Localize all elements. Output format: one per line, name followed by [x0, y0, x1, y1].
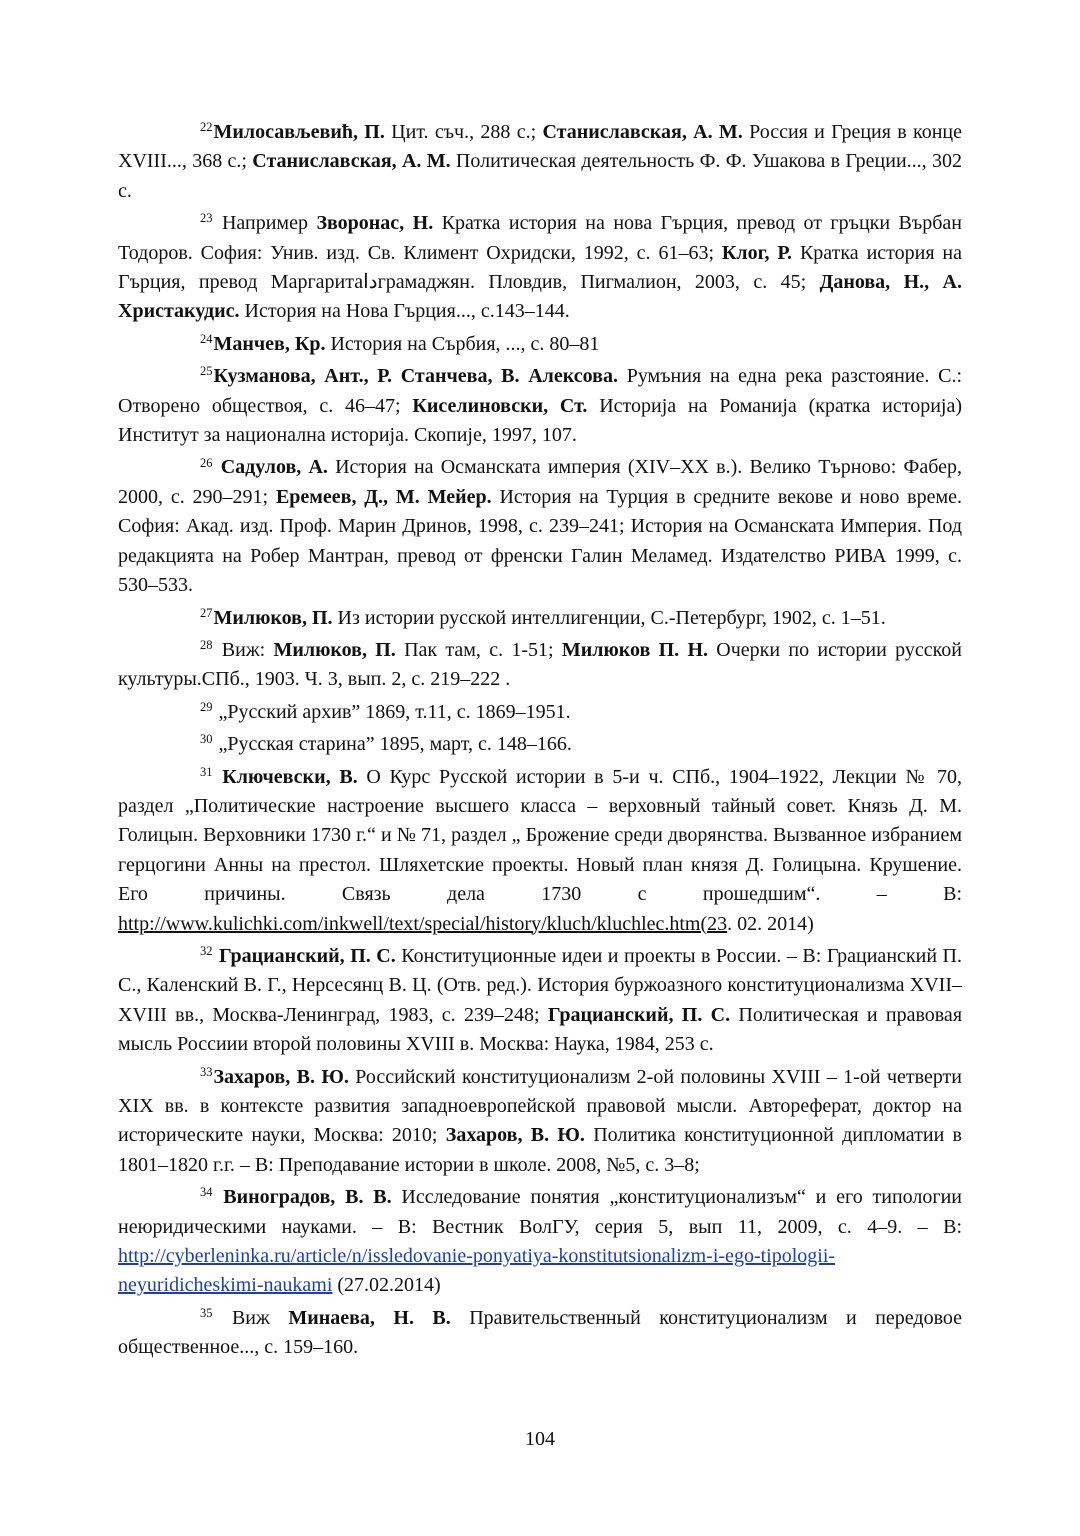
citation-text: Исследование понятия „конституционализъм“ и его типологии неюридическими науками. – В: Вестник ВолГУ, серия 5, вып 11, 2009, с. 4–9. – В:: [118, 1186, 962, 1238]
citation-text: История на Турция в средните векове и ново време. София: Акад. изд. Проф. Марин Дринов, 1998, с. 239–241; История на Османската Империя. Под редакцията на Робер Мантран, превод от френски Галин Меламед. Издателство РИВА 1999, с. 530–533.: [118, 485, 963, 597]
footnote-27: [118, 604, 962, 633]
footnote-26: [118, 453, 962, 600]
author-name: Кузманова, Ант., Р. Станчева, В. Алексова.: [213, 365, 618, 388]
author-name: Еремеев, Д., М. Мейер.: [275, 485, 492, 508]
citation-text: „Русский архив” 1869, т.11, с. 1869–1951.: [213, 700, 571, 723]
footnote-number: 30: [200, 732, 213, 747]
citation-text: Политическая деятельность Ф. Ф. Ушакова в Греции..., 302 с.: [118, 150, 962, 202]
author-name: Милюков, П.: [273, 638, 396, 661]
footnote-22: [118, 118, 962, 206]
citation-text: История на Сърбия, ..., с. 80–81: [325, 332, 600, 355]
author-name: Виноградов, В. В.: [223, 1186, 392, 1209]
citation-text: Кратка история на Гърция, превод Маргаритаداграмаджян. Пловдив, Пигмалион, 2003, с. 45;: [118, 241, 962, 294]
citation-text: Из истории русской интеллигенции, С.-Петербург, 1902, с. 1–51.: [332, 606, 886, 629]
footnotes-page: [118, 118, 962, 1363]
author-name: Садулов, А.: [220, 456, 328, 479]
author-name: Захаров, В. Ю.: [213, 1065, 349, 1088]
citation-text: О Курс Русской истории в 5-и ч. СПб., 1904–1922, Лекции № 70, раздел „Политические настроение высшего класса – верховный тайный совет. Князь Д. М. Голицын. Верховники 1730 г.“ и № 71, раздел „ Брожение среди дворянства. Вызванное избранием герцогини Анны на престол. Шляхетские проекты. Новый план князя Д. Голицына. Крушение. Его причины. Связь дела 1730 с прошедшим“. – В:: [118, 765, 963, 906]
footnote-28: [118, 636, 962, 695]
footnote-31: [118, 763, 962, 939]
citation-text: История на Нова Гърция..., с.143–144.: [239, 300, 570, 323]
author-name: Киселиновски, Ст.: [412, 394, 588, 417]
footnote-number: 27: [200, 605, 213, 620]
footnote-30: [118, 730, 962, 759]
citation-text: Российский конституционализм 2-ой половины XVIII – 1-ой четверти XIX вв. в контексте развития западноевропейской правовой мысли. Автореферат, доктор на историческите науки, Москва: 2010;: [118, 1065, 963, 1147]
footnote-23: [118, 209, 962, 327]
footnote-25: [118, 362, 962, 450]
citation-text: Политическая и правовая мысль Россиии второй половины XVIII в. Москва: Наука, 1984, 253 с.: [118, 1003, 963, 1056]
footnote-number: 35: [200, 1305, 213, 1320]
citation-text: Пак там, с. 1-51;: [395, 638, 562, 661]
author-name: Станиславская, А. М.: [542, 121, 743, 143]
footnote-number: 26: [200, 455, 213, 470]
footnote-24: [118, 330, 962, 359]
author-name: Клог, Р.: [721, 241, 793, 264]
footnote-number: 32: [200, 944, 213, 959]
citation-text: Очерки по истории русской культуры.СПб., 1903. Ч. 3, вып. 2, с. 219–222 .: [118, 638, 962, 691]
author-name: Станиславская, А. М.: [252, 150, 451, 173]
footnote-32: [118, 942, 962, 1060]
author-name: Грацианский, П. С.: [547, 1003, 731, 1026]
citation-text: Цит. съч., 288 с.;: [384, 121, 543, 143]
author-name: Данова, Н., А. Христакудис.: [118, 271, 962, 323]
footnote-number: 34: [200, 1185, 213, 1200]
footnote-number: 31: [200, 764, 213, 779]
reference-link[interactable]: http://cyberleninka.ru/article/n/issledovanie-ponyatiya-konstitutsionalizm-i-ego-tipologii-neyuridicheskimi-naukami: [118, 1245, 836, 1297]
footnote-number: 22: [200, 120, 213, 135]
footnote-34: [118, 1183, 962, 1301]
reference-link[interactable]: http://www.kulichki.com/inkwell/text/special/history/kluch/kluchlec.htm(23: [118, 912, 728, 935]
footnote-number: 25: [200, 364, 213, 379]
citation-text: „Русская старина” 1895, март, с. 148–166.: [213, 733, 572, 756]
footnote-number: 24: [200, 331, 213, 346]
footnote-35: [118, 1304, 962, 1363]
citation-text: Правительственный конституционализм и передовое общественное..., с. 159–160.: [118, 1306, 962, 1359]
citation-text: Историја на Романија (кратка историја) Институт за национална историја. Скопије, 1997, 107.: [118, 394, 963, 447]
citation-text: [214, 1186, 224, 1208]
author-name: Милосављевић, П.: [213, 121, 385, 143]
citation-text: Кратка история на нова Гърция, превод от гръцки Върбан Тодоров. София: Унив. изд. Св. Климент Охридски, 1992, с. 61–63;: [118, 212, 962, 264]
author-name: Манчев, Кр.: [213, 332, 326, 355]
citation-text: Например: [213, 212, 317, 235]
citation-text: Конституционные идеи и проекты в России. – В: Грацианский П. С., Каленский В. Г., Нерсесянц В. Ц. (Отв. ред.). История буржоазного конституционализма XVII–XVIII вв., Москва-Ленинград, 1983, с. 239–248;: [118, 944, 963, 1026]
author-name: Минаева, Н. В.: [288, 1306, 451, 1329]
footnote-33: [118, 1063, 962, 1181]
citation-text: [214, 766, 223, 788]
author-name: Ключевски, В.: [222, 765, 358, 788]
citation-text: Виж:: [213, 638, 274, 661]
author-name: Грацианский, П. С.: [219, 944, 396, 967]
citation-text: Румъния на една река разстояние. С.: Отворено обществоя, с. 46–47;: [118, 365, 962, 417]
footnote-number: 29: [200, 699, 213, 714]
citation-text: . 02. 2014): [727, 912, 814, 935]
footnote-number: 23: [200, 211, 213, 226]
footnote-29: [118, 698, 962, 727]
author-name: Зворонас, Н.: [316, 212, 434, 235]
page-number: 104: [525, 1428, 555, 1450]
citation-text: Виж: [213, 1306, 289, 1329]
footnote-number: 28: [200, 638, 213, 653]
citation-text: История на Османската империя (XIV–XX в.). Велико Търново: Фабер, 2000, с. 290–291;: [118, 456, 962, 508]
citation-text: Россия и Греция в конце XVIII..., 368 с.;: [118, 121, 962, 173]
author-name: Захаров, В. Ю.: [445, 1124, 585, 1147]
citation-text: [214, 456, 221, 478]
author-name: Милюков П. Н.: [561, 638, 709, 661]
footnote-number: 33: [200, 1064, 213, 1079]
citation-text: Политика конституционной дипломатии в 1801–1820 г.г. – В: Преподавание истории в школе. 2008, №5, с. 3–8;: [118, 1124, 962, 1176]
citation-text: (27.02.2014): [332, 1274, 441, 1297]
author-name: Милюков, П.: [213, 606, 333, 629]
